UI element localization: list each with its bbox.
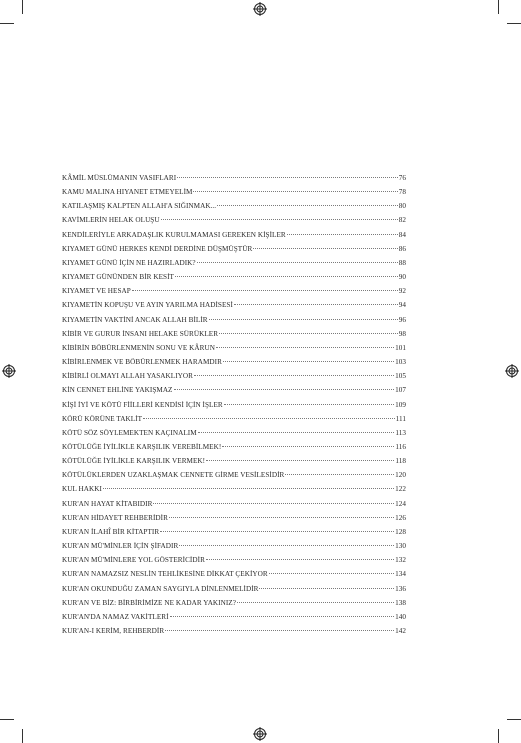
toc-entry [62,355,406,369]
toc-page-number: 76 [398,174,406,182]
toc-entry-title: KUR'AN MÜ'MİNLERE YOL GÖSTERİCİDİR [62,556,205,565]
toc-entry [62,610,406,624]
toc-entry-title: KUL HAKKI [62,485,102,494]
toc-leader-dots [160,531,394,532]
toc-page-number: 142 [395,627,406,635]
toc-page-number: 132 [395,556,406,565]
toc-entry [62,454,406,468]
toc-entry-title: KUR'AN-I KERİM, REHBERDİR [62,627,165,635]
toc-page-number: 101 [395,343,406,352]
toc-entry [62,582,406,596]
toc-entry-title: KUR'AN MÜ'MİNLER İÇİN ŞİFADIR [62,542,179,551]
toc-entry [62,398,406,412]
toc-page-number: 105 [395,372,406,381]
toc-leader-dots [143,418,395,419]
toc-entry [62,412,406,426]
toc-leader-dots [285,474,394,475]
toc-leader-dots [237,602,394,603]
toc-leader-dots [193,191,397,192]
toc-page-number: 84 [398,230,406,239]
toc-entry [62,199,406,213]
toc-page-number: 90 [398,273,406,282]
toc-entry [62,327,406,341]
toc-page-number: 128 [395,527,406,536]
toc-entry-title: KÖTÜLÜĞE İYİLİKLE KARŞILIK VEREBİLMEK! [62,442,222,451]
toc-leader-dots [132,290,398,291]
toc-leader-dots [177,177,398,178]
table-of-contents [62,171,406,638]
toc-entry [62,497,406,511]
toc-entry-title: KUR'AN OKUNDUĞU ZAMAN SAYGIYLA DİNLENMELİDİR [62,584,259,593]
toc-leader-dots [206,559,394,560]
toc-leader-dots [259,588,394,589]
toc-entry-title: KUR'AN İLAHÎ BİR KİTAPTIR [62,527,160,536]
crop-mark-bottom-right-v [498,729,499,743]
toc-entry [62,242,406,256]
toc-page-number: 94 [398,301,406,310]
crop-mark-top-right-v [498,0,499,14]
toc-page-number: 124 [395,499,406,508]
toc-page-number: 103 [395,358,406,367]
toc-leader-dots [219,333,398,334]
toc-entry [62,213,406,227]
crop-mark-top-left-v [22,0,23,14]
toc-entry [62,539,406,553]
toc-leader-dots [223,361,394,362]
toc-page-number: 107 [395,386,406,395]
toc-entry [62,482,406,496]
toc-entry-title: KÖRÜ KÖRÜNE TAKLİT [62,414,143,423]
toc-entry [62,525,406,539]
toc-page-number: 118 [395,457,406,466]
toc-leader-dots [217,205,398,206]
toc-entry-title: KIYAMET GÜNÜNDEN BİR KESİT [62,273,174,282]
toc-entry-title: KÖTÜ SÖZ SÖYLEMEKTEN KAÇINALIM [62,428,197,437]
toc-leader-dots [253,248,397,249]
toc-page-number: 122 [395,485,406,494]
crop-mark-top-left-h [0,23,14,24]
toc-entry-title: KENDİLERİYLE ARKADAŞLIK KURULMAMASI GEREKEN KİŞİLER [62,230,286,239]
toc-leader-dots [224,404,394,405]
toc-entry-title: KIYAMET GÜNÜ İÇİN NE HAZIRLADIK? [62,258,196,267]
toc-page-number: 88 [398,258,406,267]
toc-leader-dots [206,460,394,461]
toc-entry-title: KİBİR VE GURUR İNSANI HELAKE SÜRÜKLER [62,329,219,338]
toc-entry-title: KÂMİL MÜSLÜMANIN VASIFLARI [62,174,177,182]
toc-entry-title: KAVİMLERİN HELAK OLUŞU [62,216,160,225]
toc-leader-dots [175,276,398,277]
toc-leader-dots [169,517,394,518]
toc-entry [62,468,406,482]
toc-entry-title: KUR'AN HAYAT KİTABIDIR [62,499,153,508]
crop-mark-bottom-left-h [0,719,14,720]
toc-page-number: 126 [395,513,406,522]
toc-entry [62,426,406,440]
toc-entry [62,341,406,355]
toc-page-number: 86 [398,244,406,253]
toc-page-number: 140 [395,612,406,621]
toc-leader-dots [153,503,394,504]
toc-entry-title: KİBİRLENMEK VE BÖBÜRLENMEK HARAMDIR [62,358,222,367]
toc-page-number: 130 [395,542,406,551]
toc-entry-title: KİN CENNET EHLİNE YAKIŞMAZ [62,386,173,395]
toc-entry-title: KİŞİ İYİ VE KÖTÜ FİİLLERİ KENDİSİ İÇİN İŞLER [62,400,223,409]
toc-entry-title: KUR'AN'DA NAMAZ VAKİTLERİ [62,612,169,621]
toc-entry-title: KÖTÜLÜĞE İYİLİKLE KARŞILIK VERMEK! [62,457,206,466]
toc-page-number: 116 [395,442,406,451]
toc-page-number: 120 [395,471,406,480]
toc-page-number: 111 [395,414,406,423]
toc-page-number: 82 [398,216,406,225]
toc-entry [62,369,406,383]
toc-leader-dots [209,319,398,320]
toc-entry-title: KİBİRLİ OLMAYI ALLAH YASAKLIYOR [62,372,193,381]
toc-entry [62,298,406,312]
toc-entry [62,383,406,397]
toc-entry [62,553,406,567]
toc-page-number: 134 [395,570,406,579]
toc-leader-dots [194,375,394,376]
toc-entry [62,440,406,454]
toc-leader-dots [198,432,395,433]
toc-entry-title: KUR'AN VE BİZ: BİRBİRİMİZE NE KADAR YAKINIZ? [62,598,236,607]
registration-mark-icon [505,364,519,378]
toc-entry [62,511,406,525]
crop-mark-bottom-left-v [22,729,23,743]
toc-entry-title: KATILAŞMIŞ KALPTEN ALLAH'A SIĞINMAK... [62,202,217,211]
toc-entry-title: KIYAMETİN KOPUŞU VE AYIN YARILMA HADİSESİ [62,301,233,310]
toc-page-number: 80 [398,202,406,211]
registration-mark-icon [2,364,16,378]
toc-leader-dots [287,234,398,235]
toc-entry-title: KİBİRİN BÖBÜRLENMENİN SONU VE KÂRUN [62,343,215,352]
toc-entry [62,185,406,199]
toc-leader-dots [197,262,398,263]
toc-entry [62,228,406,242]
toc-leader-dots [103,488,394,489]
toc-leader-dots [269,573,394,574]
toc-entry [62,567,406,581]
toc-leader-dots [179,545,394,546]
toc-leader-dots [216,347,394,348]
toc-entry [62,256,406,270]
toc-entry-title: KIYAMETİN VAKTİNİ ANCAK ALLAH BİLİR [62,315,208,324]
toc-page-number: 78 [398,188,406,197]
toc-entry [62,171,406,185]
toc-entry [62,596,406,610]
registration-mark-icon [253,727,267,741]
toc-entry [62,284,406,298]
toc-page-number: 136 [395,584,406,593]
toc-entry [62,270,406,284]
toc-page-number: 96 [398,315,406,324]
toc-page-number: 138 [395,598,406,607]
registration-mark-icon [253,2,267,16]
toc-leader-dots [170,616,394,617]
crop-mark-top-right-h [507,23,521,24]
toc-page-number: 109 [395,400,406,409]
toc-leader-dots [161,219,398,220]
crop-mark-bottom-right-h [507,719,521,720]
toc-entry-title: KÖTÜLÜKLERDEN UZAKLAŞMAK CENNETE GİRME VESİLESİDİR [62,471,285,480]
toc-entry-title: KUR'AN HİDAYET REHBERİDİR [62,513,168,522]
toc-entry [62,313,406,327]
toc-page-number: 98 [398,329,406,338]
toc-page-number: 92 [398,287,406,296]
toc-page-number: 113 [395,428,406,437]
toc-entry-title: KIYAMET GÜNÜ HERKES KENDİ DERDİNE DÜŞMÜŞTÜR [62,244,253,253]
toc-entry-title: KUR'AN NAMAZSIZ NESLİN TEHLİKESİNE DİKKAT ÇEKİYOR [62,570,268,579]
toc-entry-title: KIYAMET VE HESAP [62,287,131,296]
toc-leader-dots [165,630,394,631]
toc-entry-title: KAMU MALINA HIYANET ETMEYELİM [62,188,193,197]
toc-leader-dots [174,389,395,390]
toc-entry [62,624,406,638]
toc-leader-dots [234,304,398,305]
toc-leader-dots [222,446,394,447]
